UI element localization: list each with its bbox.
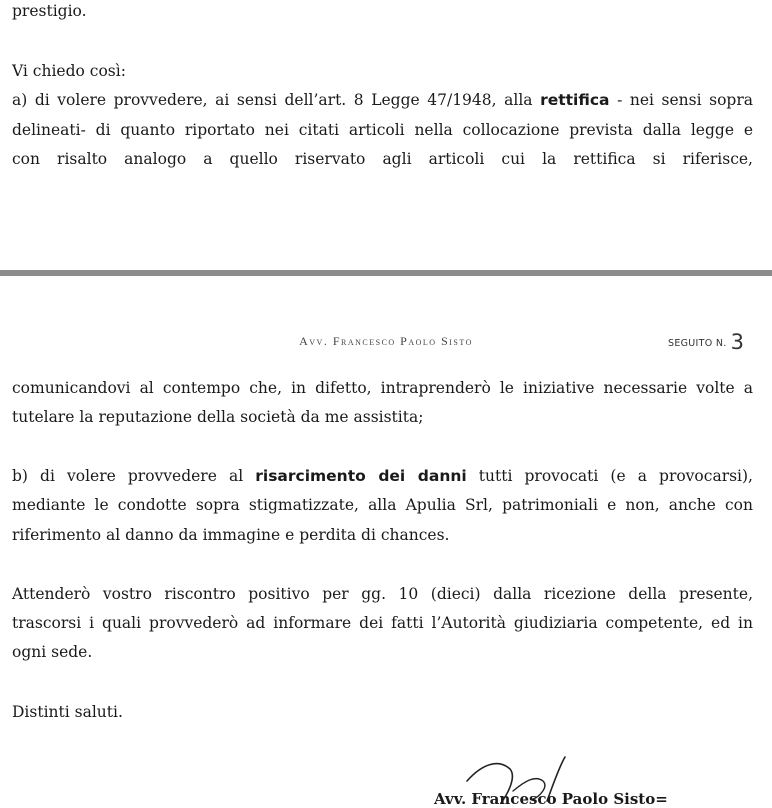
text-line-prestigio: prestigio. [12, 2, 87, 20]
item-b-line-3: riferimento al danno da immagine e perdita di chances. [12, 526, 450, 544]
item-a-line-3: con risalto analogo a quello riservato agli articoli cui la rettifica si riferisce, [12, 150, 753, 168]
rettifica-emphasis: rettifica [540, 91, 610, 109]
continuation-line-2: tutelare la reputazione della società da me assistita; [12, 408, 424, 426]
risarcimento-emphasis: risarcimento dei danni [255, 467, 467, 485]
page-separator [0, 270, 772, 276]
item-a-text-end: - nei sensi sopra [609, 91, 753, 109]
continuation-line-1: comunicandovi al contempo che, in difetto, intraprenderò le iniziative necessarie volte a [12, 379, 753, 397]
seguito-label: SEGUITO N. [668, 338, 727, 349]
item-a-line-1 [12, 90, 753, 110]
letterhead-name: Avv. Francesco Paolo Sisto [299, 334, 473, 348]
item-b-text-end: tutti provocati (e a provocarsi), [466, 467, 753, 485]
item-a-line-2: delineati- di quanto riportato nei citati articoli nella collocazione prevista dalla legge e [12, 121, 753, 139]
text-line-vi-chiedo: Vi chiedo così: [12, 62, 126, 80]
item-b-line-2: mediante le condotte sopra stigmatizzate, alla Apulia Srl, patrimoniali e non, anche con [12, 496, 753, 514]
item-a-text-start: a) di volere provvedere, ai sensi dell’art. 8 Legge 47/1948, alla [12, 91, 541, 109]
item-b-text-start: b) di volere provvedere al [12, 467, 256, 485]
closing-line-1: Attenderò vostro riscontro positivo per gg. 10 (dieci) dalla ricezione della presente, [12, 585, 753, 603]
page-number-label [668, 330, 744, 354]
closing-line-2: trascorsi i quali provvederò ad informare dei fatti l’Autorità giudiziaria competente, ed in [12, 614, 753, 632]
saluti-line: Distinti saluti. [12, 703, 123, 721]
item-b-line-1 [12, 466, 753, 486]
signature-name: Avv. Francesco Paolo Sisto= [434, 790, 668, 808]
seguito-number: 3 [730, 330, 745, 354]
closing-line-3: ogni sede. [12, 643, 93, 661]
